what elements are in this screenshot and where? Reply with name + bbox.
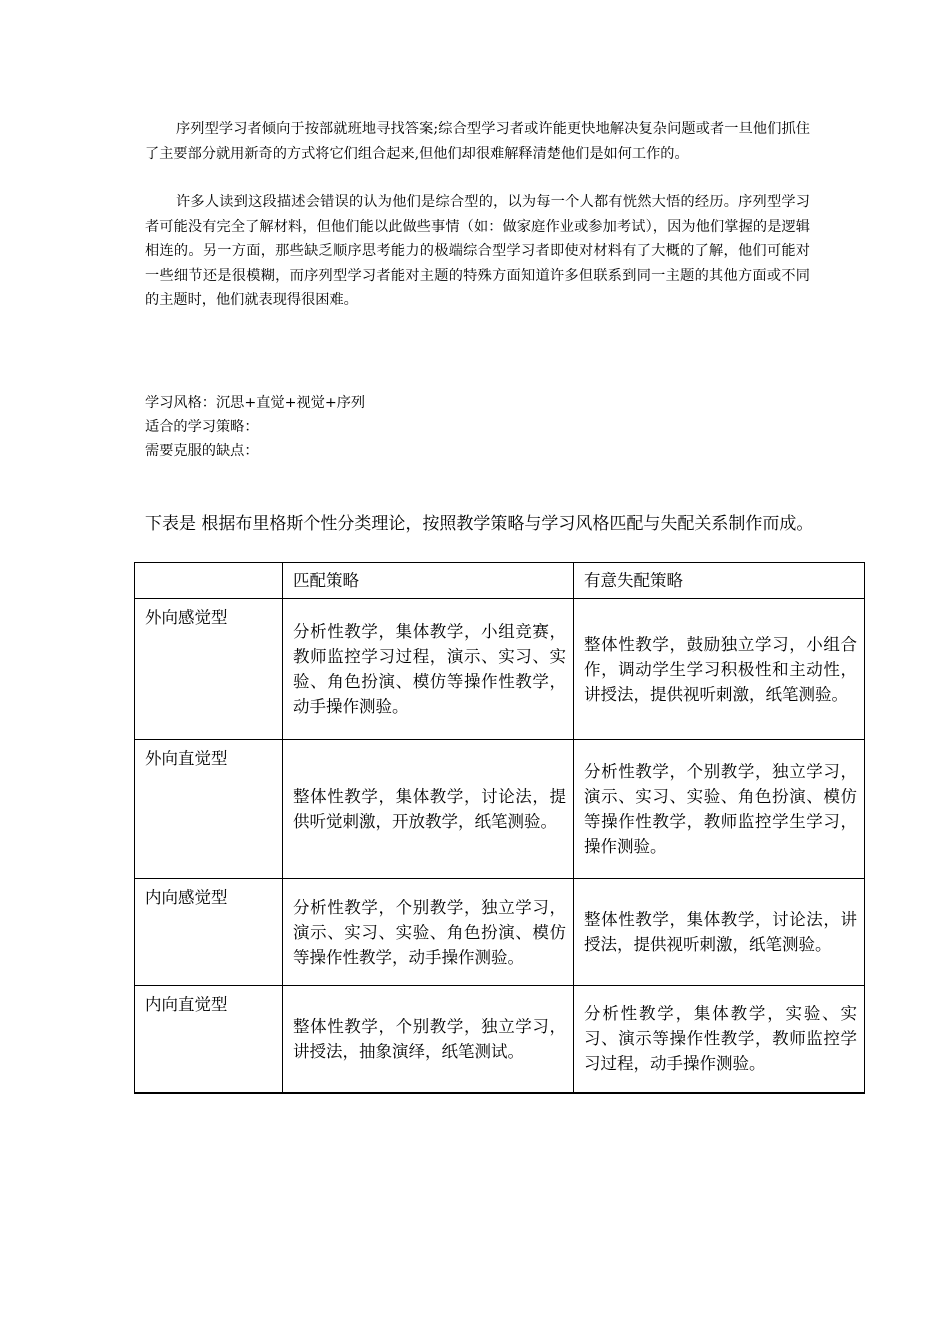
table-intro: 下表是 根据布里格斯个性分类理论，按照教学策略与学习风格匹配与失配关系制作而成。	[145, 514, 814, 534]
learning-strategy-line: 适合的学习策略：	[145, 419, 259, 435]
header-cell-empty	[135, 563, 283, 599]
table-row	[135, 740, 865, 879]
paragraph-1: 序列型学习者倾向于按部就班地寻找答案;综合型学习者或许能更快地解决复杂问题或者一旦他们抓住了主要部分就用新奇的方式将它们组合起来,但他们却很难解释清楚他们是如何工作的。	[145, 121, 810, 162]
type-cell: 内向感觉型	[135, 879, 283, 986]
match-cell: 整体性教学，个别教学，独立学习，讲授法，抽象演绎，纸笔测试。	[283, 986, 574, 1093]
table-row	[135, 599, 865, 740]
strategy-table	[134, 562, 865, 1094]
type-cell: 内向直觉型	[135, 986, 283, 1093]
mismatch-cell: 整体性教学，集体教学，讨论法，讲授法，提供视听刺激，纸笔测验。	[574, 879, 865, 986]
header-cell-mismatch: 有意失配策略	[574, 563, 865, 599]
weakness-line: 需要克服的缺点：	[145, 443, 259, 459]
table-header-row	[135, 563, 865, 599]
match-cell: 整体性教学，集体教学，讨论法，提供听觉刺激，开放教学，纸笔测验。	[283, 740, 574, 879]
match-cell: 分析性教学，个别教学，独立学习，演示、实习、实验、角色扮演、模仿等操作性教学，动手操作测验。	[283, 879, 574, 986]
table-row	[135, 879, 865, 986]
match-cell: 分析性教学，集体教学，小组竞赛，教师监控学习过程，演示、实习、实验、角色扮演、模仿等操作性教学，动手操作测验。	[283, 599, 574, 740]
header-cell-match: 匹配策略	[283, 563, 574, 599]
mismatch-cell: 分析性教学，集体教学，实验、实习、演示等操作性教学，教师监控学习过程，动手操作测验。	[574, 986, 865, 1093]
mismatch-cell: 分析性教学，个别教学，独立学习，演示、实习、实验、角色扮演、模仿等操作性教学，教师监控学生学习，操作测验。	[574, 740, 865, 879]
paragraph-2: 许多人读到这段描述会错误的认为他们是综合型的，以为每一个人都有恍然大悟的经历。序列型学习者可能没有完全了解材料，但他们能以此做些事情（如：做家庭作业或参加考试），因为他们掌握的是逻辑相连的。另一方面，那些缺乏顺序思考能力的极端综合型学习者即使对材料有了大概的了解，他们可能对一些细节还是很模糊，而序列型学习者能对主题的特殊方面知道许多但联系到同一主题的其他方面或不同的主题时，他们就表现得很困难。	[145, 194, 810, 308]
type-cell: 外向直觉型	[135, 740, 283, 879]
type-cell: 外向感觉型	[135, 599, 283, 740]
learning-style-line: 学习风格：沉思+直觉+视觉+序列	[145, 395, 366, 411]
mismatch-cell: 整体性教学，鼓励独立学习，小组合作，调动学生学习积极性和主动性，讲授法，提供视听刺激，纸笔测验。	[574, 599, 865, 740]
table-row	[135, 986, 865, 1093]
